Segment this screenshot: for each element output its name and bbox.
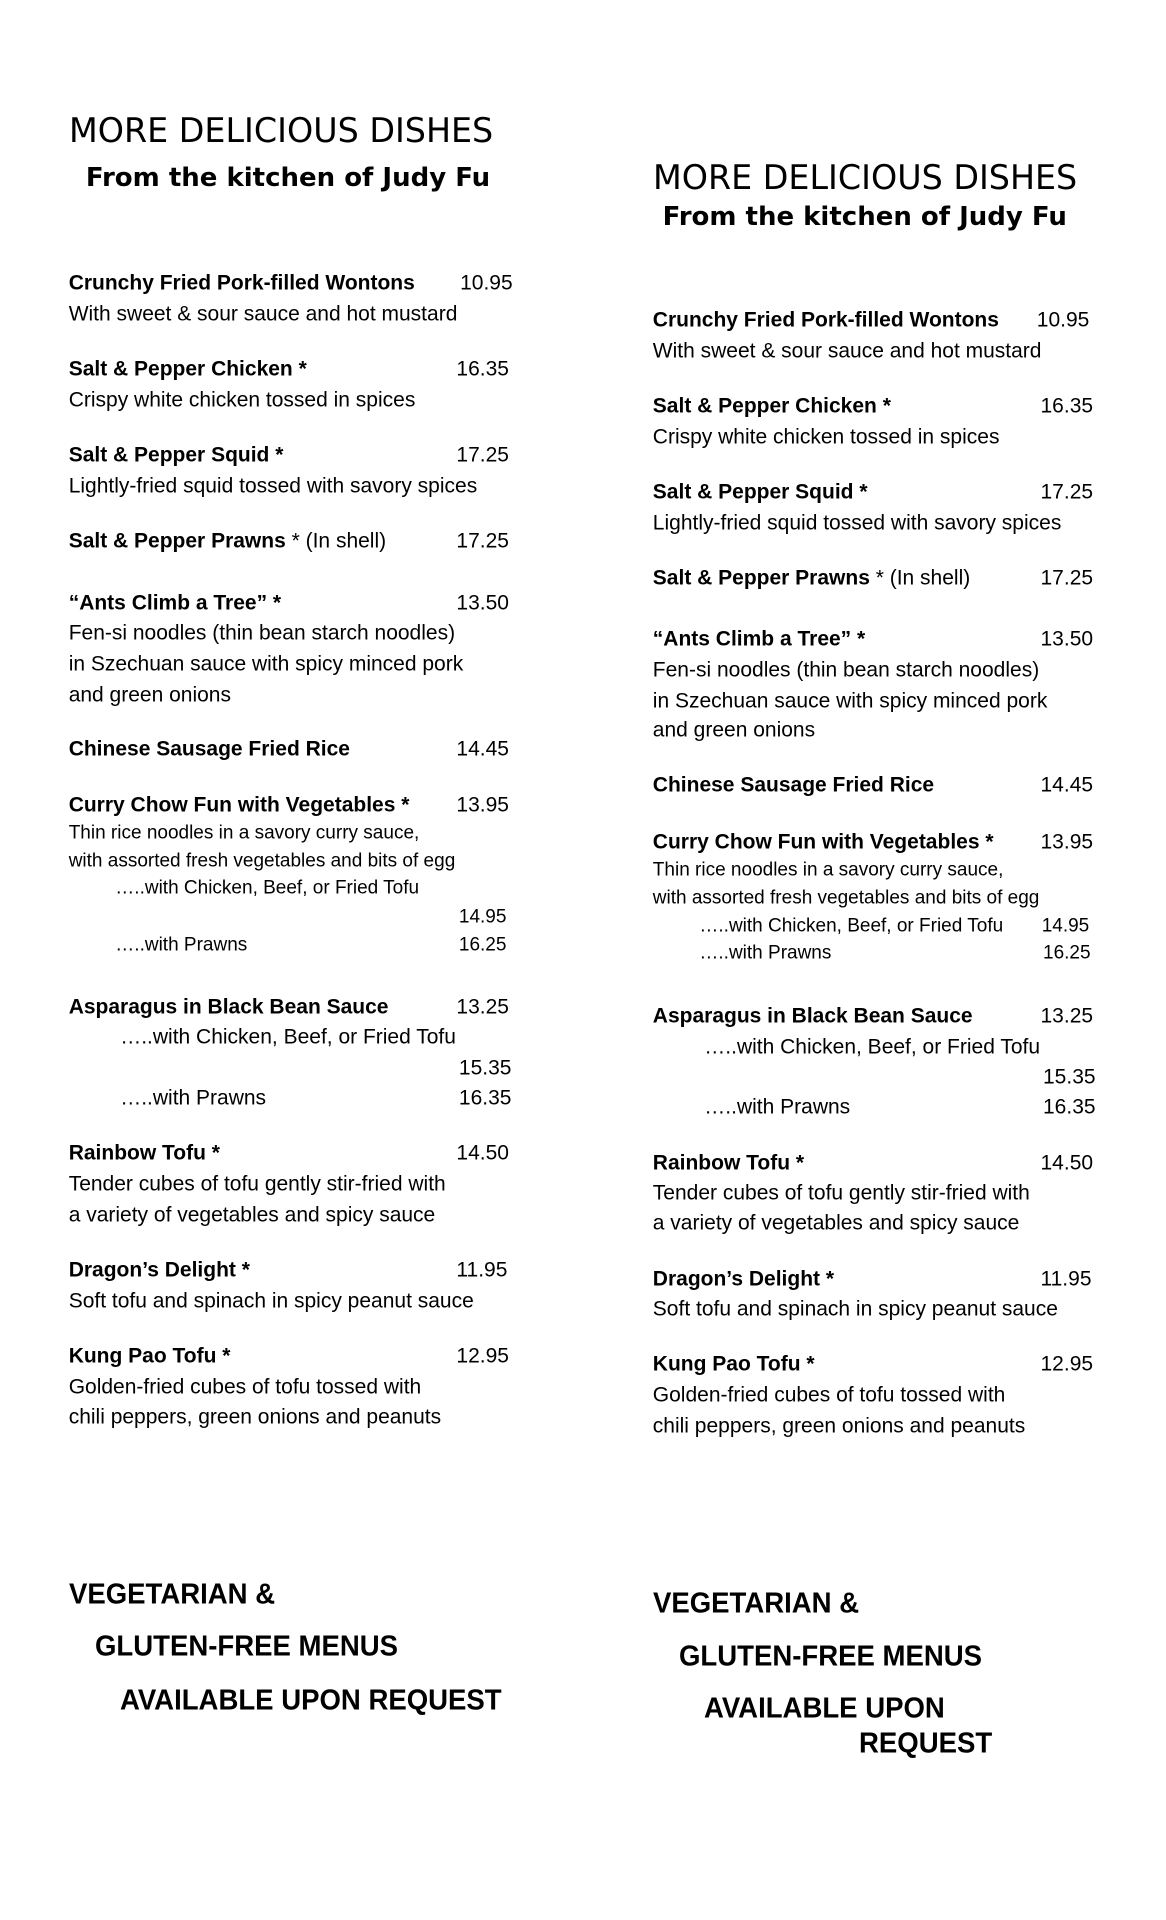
dish-title: Rainbow Tofu *: [68, 1141, 220, 1165]
dish-price: 13.95: [1040, 830, 1094, 854]
dish-description: and green onions: [68, 683, 231, 706]
dish-description: in Szechuan sauce with spicy minced pork: [652, 689, 1048, 713]
dish-title: Salt & Pepper Prawns: [68, 529, 286, 553]
dish-price: 13.25: [1040, 1004, 1094, 1028]
dish-description: a variety of vegetables and spicy sauce: [652, 1211, 1020, 1235]
dish-price: 11.95: [456, 1258, 508, 1282]
dish-description: Fen-si noodles (thin bean starch noodles): [652, 658, 1040, 682]
dish-price: 12.95: [456, 1344, 509, 1368]
dish-option-price: 16.25: [1043, 942, 1091, 964]
dish-title: Crunchy Fried Pork-filled Wontons: [68, 271, 415, 295]
dish-description: Golden-fried cubes of tofu tossed with: [652, 1383, 1006, 1407]
dish-title: Salt & Pepper Chicken *: [652, 394, 891, 418]
dish-name: [69, 1345, 231, 1366]
dish-price: 14.50: [1040, 1151, 1094, 1175]
dish-option: …..with Prawns: [704, 1095, 851, 1119]
menu-column-right: [583, 0, 1143, 1920]
dish-description: Tender cubes of tofu gently stir-fried with: [68, 1172, 446, 1196]
dish-name: [653, 310, 999, 331]
dish-description: and green onions: [652, 718, 816, 742]
dish-name: [69, 794, 410, 815]
dish-title: Kung Pao Tofu *: [68, 1344, 231, 1368]
dish-option: …..with Prawns: [120, 1086, 267, 1110]
dish-name: [69, 531, 386, 552]
dish-description: chili peppers, green onions and peanuts: [652, 1414, 1026, 1438]
dish-option-price: 15.35: [458, 1056, 512, 1079]
dish-price: 17.25: [1040, 480, 1094, 504]
dish-name: [653, 482, 868, 503]
dish-price: 17.25: [1040, 566, 1094, 590]
promo-line: AVAILABLE UPON REQUEST: [120, 1684, 502, 1717]
dish-price: 12.95: [1040, 1352, 1094, 1376]
dish-option: …..with Prawns: [699, 942, 832, 964]
dish-description: in Szechuan sauce with spicy minced pork: [68, 652, 464, 676]
dish-option-price: 14.95: [458, 906, 507, 928]
dish-price: 13.95: [456, 793, 509, 817]
dish-price: 13.50: [456, 591, 509, 614]
dish-description: Crispy white chicken tossed in spices: [68, 388, 416, 412]
dish-title: Kung Pao Tofu *: [652, 1352, 815, 1376]
dish-name: [653, 567, 970, 588]
dish-price: 16.35: [1040, 394, 1094, 418]
dish-name: [69, 359, 307, 380]
promo-line: VEGETARIAN &: [652, 1587, 859, 1620]
promo-line: GLUTEN-FREE MENUS: [678, 1640, 982, 1672]
dish-description: chili peppers, green onions and peanuts: [68, 1405, 442, 1429]
dish-title: Salt & Pepper Prawns: [652, 566, 870, 590]
dish-note: * (In shell): [285, 529, 387, 553]
dish-name: [653, 1153, 804, 1174]
dish-title: Curry Chow Fun with Vegetables *: [652, 830, 994, 854]
dish-price: 13.50: [1040, 627, 1094, 651]
dish-title: Salt & Pepper Squid *: [652, 480, 868, 504]
dish-title: Dragon’s Delight *: [652, 1267, 835, 1290]
dish-description: Lightly-fried squid tossed with savory spices: [652, 511, 1062, 535]
dish-title: Rainbow Tofu *: [652, 1151, 805, 1175]
dish-price: 17.25: [456, 443, 509, 467]
dish-description: Fen-si noodles (thin bean starch noodles): [68, 621, 456, 645]
dish-description: With sweet & sour sauce and hot mustard: [68, 302, 458, 326]
dish-title: Salt & Pepper Squid *: [68, 443, 284, 467]
dish-price: 10.95: [1036, 308, 1090, 332]
dish-name: [69, 592, 281, 613]
dish-description: Thin rice noodles in a savory curry sauce,: [652, 859, 1004, 881]
dish-description: With sweet & sour sauce and hot mustard: [652, 339, 1042, 363]
dish-description: with assorted fresh vegetables and bits of egg: [652, 887, 1040, 909]
menu-title: MORE DELICIOUS DISHES: [68, 111, 493, 152]
dish-note: * (In shell): [869, 566, 971, 590]
dish-description: Thin rice noodles in a savory curry sauce,: [68, 822, 420, 844]
dish-title: Crunchy Fried Pork-filled Wontons: [652, 308, 999, 332]
dish-description: Golden-fried cubes of tofu tossed with: [68, 1375, 422, 1398]
dish-description: Tender cubes of tofu gently stir-fried with: [652, 1181, 1030, 1205]
dish-option-price: 14.95: [1041, 915, 1090, 937]
dish-price: 17.25: [456, 529, 509, 553]
promo-line: GLUTEN-FREE MENUS: [94, 1630, 398, 1663]
dish-name: [69, 273, 415, 294]
dish-description: Soft tofu and spinach in spicy peanut sauce: [652, 1297, 1058, 1321]
dish-price: 13.25: [456, 995, 509, 1019]
dish-name: [69, 1259, 250, 1280]
menu-subtitle: From the kitchen of Judy Fu: [662, 202, 1067, 233]
dish-title: Asparagus in Black Bean Sauce: [652, 1004, 973, 1028]
dish-price: 16.35: [456, 357, 509, 381]
dish-name: [653, 1354, 815, 1375]
dish-option: …..with Chicken, Beef, or Fried Tofu: [699, 915, 1004, 937]
dish-title: Asparagus in Black Bean Sauce: [68, 995, 389, 1019]
dish-option-price: 15.35: [1043, 1065, 1096, 1089]
dish-title: Dragon’s Delight *: [68, 1258, 250, 1282]
dish-price: 14.45: [456, 737, 509, 760]
dish-name: [653, 831, 994, 852]
dish-name: [69, 738, 350, 759]
dish-description: Crispy white chicken tossed in spices: [652, 425, 1000, 449]
dish-price: 11.95: [1040, 1267, 1092, 1290]
dish-description: Soft tofu and spinach in spicy peanut sauce: [68, 1289, 474, 1313]
dish-name: [653, 775, 934, 796]
dish-name: [653, 396, 891, 417]
dish-option: …..with Chicken, Beef, or Fried Tofu: [115, 877, 420, 899]
menu-title: MORE DELICIOUS DISHES: [652, 157, 1078, 198]
dish-option: …..with Chicken, Beef, or Fried Tofu: [120, 1025, 456, 1049]
dish-title: Chinese Sausage Fried Rice: [68, 737, 350, 760]
promo-line: VEGETARIAN &: [68, 1578, 275, 1611]
dish-title: “Ants Climb a Tree” *: [652, 627, 866, 651]
dish-price: 14.50: [456, 1141, 509, 1165]
dish-price: 14.45: [1040, 773, 1094, 797]
dish-description: Lightly-fried squid tossed with savory spices: [68, 474, 478, 498]
dish-title: Salt & Pepper Chicken *: [68, 357, 307, 381]
menu-subtitle: From the kitchen of Judy Fu: [85, 162, 491, 193]
dish-price: 10.95: [460, 271, 513, 295]
dish-name: [653, 629, 865, 650]
dish-description: a variety of vegetables and spicy sauce: [68, 1203, 436, 1227]
dish-option: …..with Prawns: [115, 934, 248, 956]
dish-name: [653, 1006, 973, 1027]
dish-option-price: 16.25: [458, 934, 507, 956]
dish-name: [69, 1143, 220, 1164]
dish-title: Chinese Sausage Fried Rice: [652, 773, 935, 797]
promo-line: REQUEST: [858, 1727, 993, 1760]
dish-title: Curry Chow Fun with Vegetables *: [68, 793, 410, 817]
menu-column-left: [0, 0, 560, 1920]
dish-name: [653, 1268, 834, 1289]
dish-option: …..with Chicken, Beef, or Fried Tofu: [704, 1035, 1041, 1059]
dish-option-price: 16.35: [1043, 1095, 1096, 1119]
dish-title: “Ants Climb a Tree” *: [68, 591, 282, 614]
promo-line: AVAILABLE UPON: [704, 1692, 946, 1725]
dish-name: [69, 445, 284, 466]
dish-option-price: 16.35: [458, 1086, 512, 1110]
dish-description: with assorted fresh vegetables and bits of egg: [68, 850, 456, 872]
dish-name: [69, 997, 389, 1018]
